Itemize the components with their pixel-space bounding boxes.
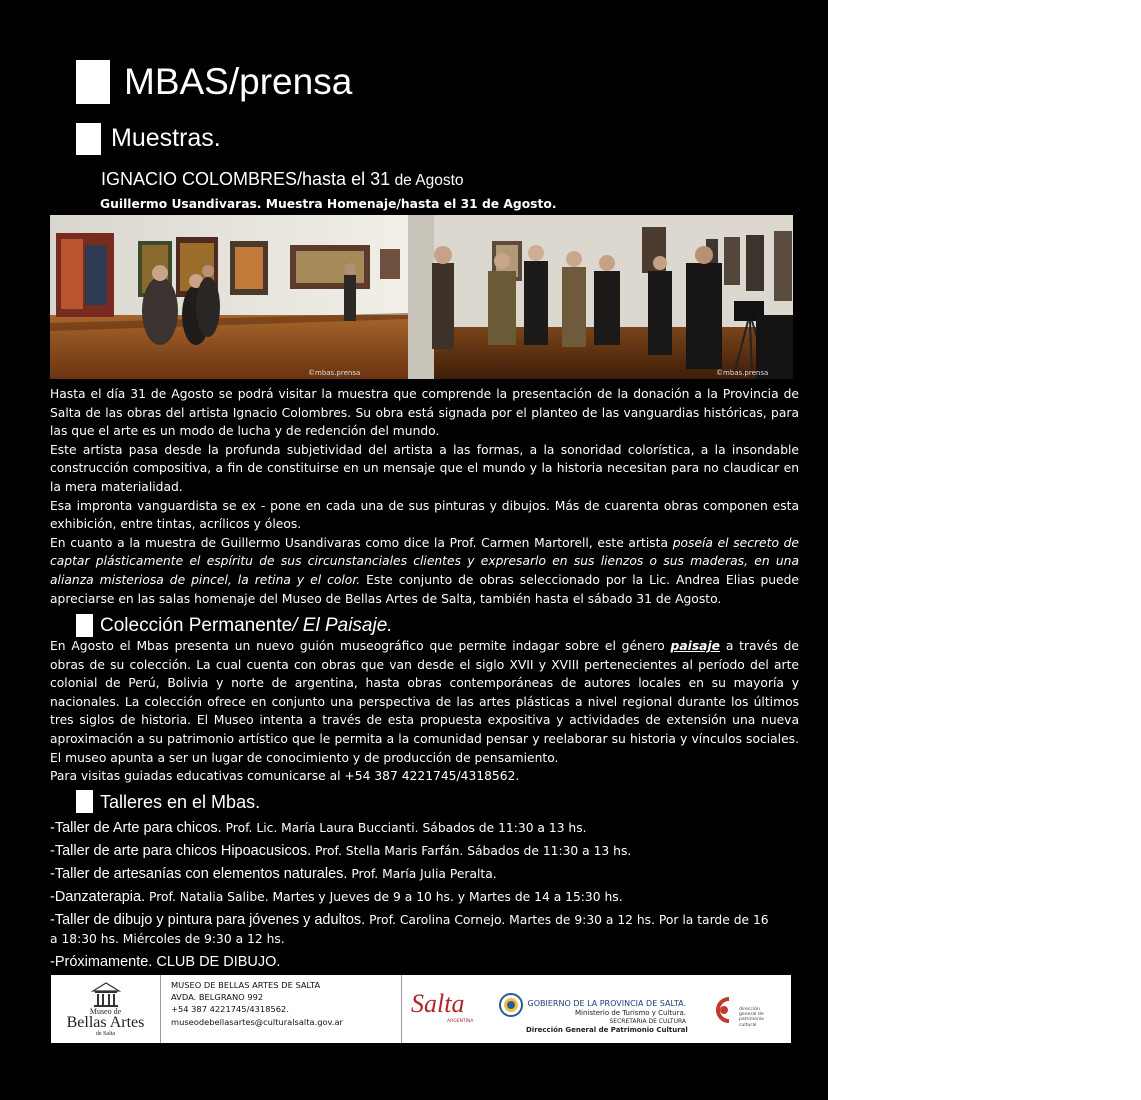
- footer-logo-band: [51, 975, 791, 1043]
- page-title: MBAS/prensa: [124, 61, 353, 102]
- coleccion-p1-end: a través de obras de su colección. La cual cuenta con obras que van desde el siglo XVII y XVIII pertenecientes al período del arte colonial de Perú, Bolivia y norte de argentina, hasta obras contemporáneas de autores locales en su mayoría y nacionales. La colección ofrece en conjunto una perspectiva de las artes plásticas a nivel regional durante los últimos tres siglos de historia. El Museo intenta a través de esta propuesta expositiva y actividades de extensión una nueva aproximación a su patrimonio artístico que le permita a la comunidad pensar y reelaborar su historia y vínculos sociales. El museo apunta a ser un lugar de conocimiento y de producción de pensamiento.: [50, 639, 799, 765]
- taller-title: -Danzaterapia.: [50, 889, 146, 905]
- exhibition-photo-left: [50, 215, 408, 379]
- taller-detail: Prof. Natalia Salibe. Martes y Jueves de 9 a 10 hs. y Martes de 14 a 15:30 hs.: [145, 890, 623, 904]
- muestras-paragraph-2: Este artista pasa desde la profunda subjetividad del artista a las formas, a la sonoridad colorística, a la insondable construcción compositiva, a fin de constituirse en un mensaje que el mundo y la historia necesitan para no claudicar en la mera materialidad.: [50, 442, 799, 494]
- show1-line: [101, 169, 464, 190]
- section-bullet-block: [76, 614, 93, 637]
- section-title-talleres: Talleres en el Mbas.: [100, 792, 261, 812]
- muestras-paragraph-1: Hasta el día 31 de Agosto se podrá visitar la muestra que comprende la presentación de la donación a la Provincia de Salta de las obras del artista Ignacio Colombres. Su obra está signada por el planteo de las vanguardias históricas, para las que el arte es un modo de lucha y de redención del mundo.: [50, 387, 799, 439]
- museum-logo: [51, 975, 161, 1043]
- museum-logo-line1: Museo de: [89, 1007, 122, 1016]
- address-line: MUSEO DE BELLAS ARTES DE SALTA: [171, 980, 321, 990]
- patrimonio-logo-text: [739, 1007, 764, 1028]
- coleccion-subtitle: El Paisaje.: [297, 615, 393, 636]
- show2-line: [100, 197, 557, 211]
- taller-item: [50, 911, 769, 929]
- title-bullet-block: [76, 60, 110, 104]
- taller-title: -Taller de Arte para chicos.: [50, 820, 222, 836]
- section-title-coleccion: [100, 615, 393, 637]
- coleccion-body: [50, 637, 799, 786]
- gallery-illustration-right: [408, 215, 793, 379]
- address-email: museodebellasartes@culturalsalta.gov.ar: [171, 1016, 343, 1027]
- exhibition-photo-right: [408, 215, 793, 379]
- footer-divider: [401, 975, 402, 1043]
- salta-logo: [411, 989, 477, 1029]
- show2-dot: .: [551, 197, 557, 211]
- taller-item: [50, 819, 587, 837]
- section-bullet-block: [76, 790, 93, 813]
- paisaje-keyword: paisaje: [670, 639, 721, 653]
- taller-title: -Taller de dibujo y pintura para jóvenes y adultos.: [50, 912, 366, 928]
- show1-name: IGNACIO COLOMBRES: [101, 169, 298, 189]
- gov-line-2: Ministerio de Turismo y Cultura.: [574, 1009, 686, 1017]
- show2-title: Guillermo Usandivaras. Muestra Homenaje/hasta el 31 de Agosto: [100, 197, 552, 211]
- gov-line-1: GOBIERNO DE LA PROVINCIA DE SALTA.: [527, 999, 686, 1008]
- taller-item: [50, 865, 497, 883]
- taller-detail: Prof. Lic. María Laura Buccianti. Sábados de 11:30 a 13 hs.: [221, 821, 587, 835]
- dgpc-line: patrimonio: [739, 1017, 764, 1023]
- club-de-dibujo: -Próximamente. CLUB DE DIBUJO.: [50, 954, 281, 970]
- taller-title: -Taller de artesanías con elementos naturales.: [50, 866, 348, 882]
- museum-building-icon: [91, 981, 121, 1009]
- museum-logo-line2: Bellas Artes: [66, 1014, 145, 1031]
- gov-line-3: SECRETARIA DE CULTURA: [609, 1018, 686, 1025]
- coleccion-paragraph-2: Para visitas guiadas educativas comunicarse al +54 387 4221745/4318562.: [50, 769, 520, 784]
- address-line: AVDA. BELGRANO 992: [171, 992, 264, 1003]
- taller-item-continued: [50, 930, 285, 948]
- section-title-muestras: Muestras.: [111, 124, 221, 152]
- coleccion-p1-start: En Agosto el Mbas presenta un nuevo guión museográfico que permite indagar sobre el género: [50, 639, 671, 653]
- taller-item: [50, 888, 623, 906]
- taller-detail-continued: a 18:30 hs. Miércoles de 9:30 a 12 hs.: [50, 932, 285, 946]
- province-seal-icon: [498, 992, 524, 1018]
- photo-watermark-right: ©mbas.prensa: [716, 369, 769, 377]
- salta-logo-subtext: ARGENTINA: [447, 1019, 474, 1024]
- show1-month: de Agosto: [394, 172, 464, 189]
- muestras-paragraph-4: [50, 534, 799, 608]
- coleccion-paragraph-1: [50, 637, 799, 767]
- taller-detail: Prof. Carolina Cornejo. Martes de 9:30 a 12 hs. Por la tarde de 16: [365, 913, 769, 927]
- salta-logo-text: Salta: [411, 989, 465, 1018]
- section-bullet-block: [76, 123, 101, 155]
- dgpc-line: cultural: [739, 1022, 757, 1028]
- photo-watermark-left: ©mbas.prensa: [308, 369, 361, 377]
- paragraph-4-end: Este conjunto de obras seleccionado por la Lic. Andrea Elias puede apreciarse en las salas homenaje del Museo de Bellas Artes de Salta, también hasta el sábado 31 de Agosto.: [50, 572, 799, 606]
- taller-item: [50, 842, 631, 860]
- patrimonio-logo-icon: [711, 995, 737, 1025]
- coleccion-heading: Colección Permanente: [100, 615, 293, 636]
- address-line: +54 387 4221745/4318562.: [171, 1004, 289, 1015]
- taller-detail: Prof. María Julia Peralta.: [347, 867, 497, 881]
- gov-line-4: Dirección General de Patrimonio Cultural: [526, 1026, 688, 1034]
- muestras-paragraph-3: Esa impronta vanguardista se ex - pone en cada una de sus pinturas y dibujos. Más de cuarenta obras componen esta exhibición, entre tintas, acrílicos y óleos.: [50, 498, 799, 532]
- muestras-body: [50, 385, 799, 608]
- taller-detail: Prof. Stella Maris Farfán. Sábados de 11:30 a 13 hs.: [311, 844, 632, 858]
- museum-address: [171, 979, 343, 1028]
- museum-logo-line3: de Salta: [95, 1031, 116, 1037]
- taller-item: [50, 953, 280, 971]
- gallery-illustration-left: [50, 215, 408, 379]
- paragraph-4-start: En cuanto a la muestra de Guillermo Usandivaras como dice la Prof. Carmen Martorell, este artista: [50, 535, 673, 550]
- show1-until: /hasta el 31: [297, 169, 391, 189]
- government-credits: [526, 999, 686, 1035]
- taller-title: -Taller de arte para chicos Hipoacusicos.: [50, 843, 312, 859]
- coleccion-slash: /: [292, 615, 298, 636]
- martorell-quote: poseía el secreto de captar plásticamente el espíritu de sus circunstanciales clientes y expresarlo en sus lienzos o sus maderas, en una alianza misteriosa de pincel, la retina y el color.: [50, 535, 799, 587]
- dgpc-line: dirección: [739, 1007, 760, 1012]
- dgpc-line: general de: [739, 1012, 764, 1018]
